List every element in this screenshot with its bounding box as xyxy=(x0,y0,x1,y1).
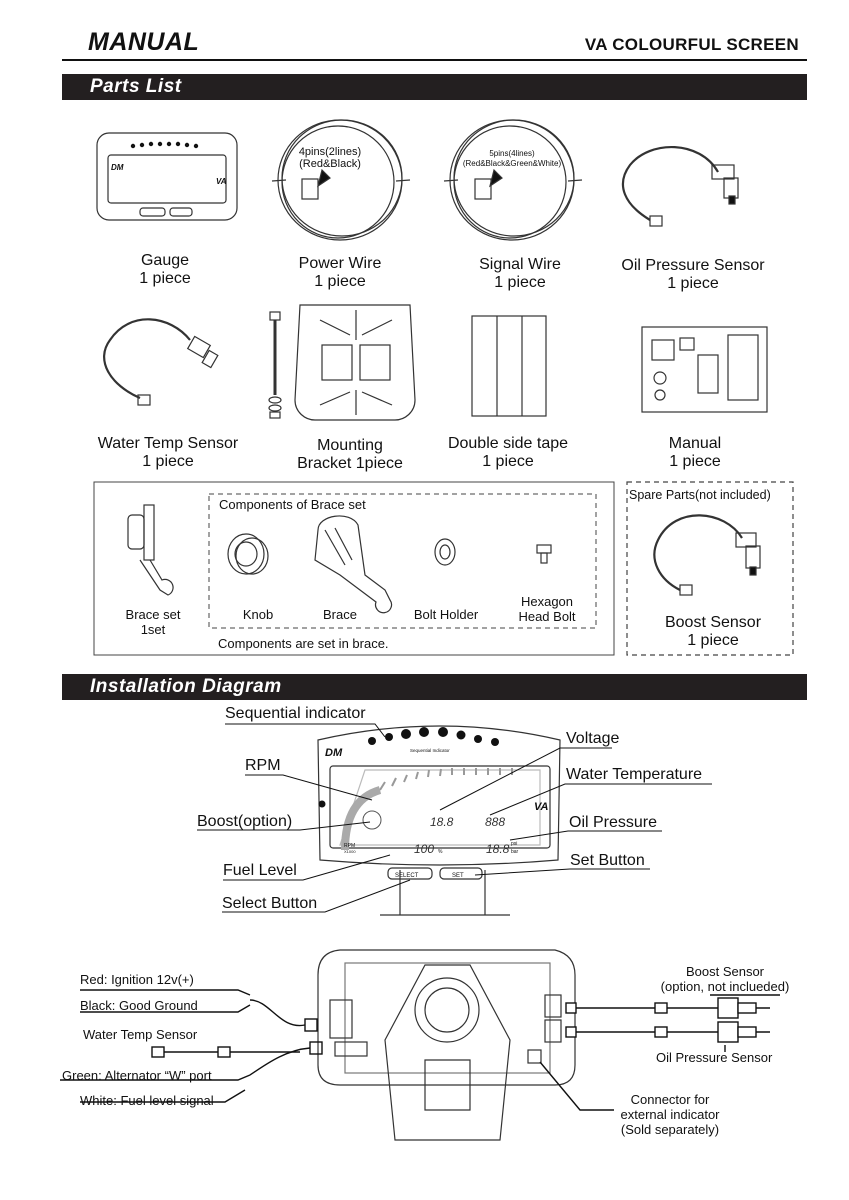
label-oil-pressure: Oil Pressure xyxy=(569,814,658,831)
part-gauge: Gauge 1 piece xyxy=(139,252,191,287)
part-power-wire: Power Wire 1 piece xyxy=(298,255,382,290)
brace-caption: Brace xyxy=(323,607,357,622)
lcd-fuel-value: 100 xyxy=(414,842,435,856)
brace-components-title: Components of Brace set xyxy=(219,497,366,512)
lcd-rpm-scale: X1000 xyxy=(344,849,356,854)
label-voltage: Voltage xyxy=(566,730,620,747)
signal-wire-note: 5pins(4lines) (Red&Black&Green&White) xyxy=(462,149,562,168)
hex-bolt-caption: Hexagon Head Bolt xyxy=(518,594,576,624)
wire-white-label: White: Fuel level signal xyxy=(80,1093,214,1108)
install-diagram-heading: Installation Diagram xyxy=(90,676,282,697)
label-water-temperature: Water Temperature xyxy=(566,766,703,783)
lcd-oil-value: 18.8 xyxy=(486,842,510,856)
brace-footer-note: Components are set in brace. xyxy=(218,636,389,651)
diagram-select-text: SELECT xyxy=(395,873,419,879)
label-set-button: Set Button xyxy=(570,852,645,869)
part-oil-pressure-sensor: Oil Pressure Sensor 1 piece xyxy=(621,257,765,292)
product-name: VA COLOURFUL SCREEN xyxy=(584,35,799,54)
manual-title: MANUAL xyxy=(88,28,200,56)
wire-red-label: Red: Ignition 12v(+) xyxy=(80,972,194,987)
label-select-button: Select Button xyxy=(222,895,318,912)
lcd-fuel-unit: % xyxy=(438,849,443,855)
lcd-rpm-label: RPM xyxy=(344,843,356,849)
power-wire-note: 4pins(2lines) (Red&Black) xyxy=(298,146,362,170)
part-manual: Manual 1 piece xyxy=(668,435,722,470)
diagram-indicator-text: Sequential Indicator xyxy=(410,748,450,753)
part-water-temp-sensor: Water Temp Sensor 1 piece xyxy=(97,435,239,470)
bolt-holder-caption: Bolt Holder xyxy=(413,607,479,622)
lcd-unit-psi: psi xyxy=(511,841,518,847)
diagram-set-text: SET xyxy=(452,873,464,879)
gauge-brand-text: DM xyxy=(111,163,124,172)
part-double-side-tape: Double side tape 1 piece xyxy=(447,435,569,470)
lcd-water-value: 888 xyxy=(485,815,506,829)
wire-boost-label: Boost Sensor (option, not inclueded) xyxy=(660,964,790,994)
parts-list-heading: Parts List xyxy=(90,76,182,97)
diagram-model-text: VA xyxy=(534,801,549,813)
external-indicator-label: Connector for external indicator (Sold separately) xyxy=(620,1092,720,1137)
diagram-brand-text: DM xyxy=(325,747,343,759)
label-fuel-level: Fuel Level xyxy=(223,862,297,879)
lcd-unit-bar: bar xyxy=(511,849,519,855)
wire-water-temp-label: Water Temp Sensor xyxy=(83,1027,198,1042)
wire-oil-label: Oil Pressure Sensor xyxy=(656,1050,773,1065)
gauge-model-text: VA xyxy=(216,177,227,186)
label-sequential-indicator: Sequential indicator xyxy=(225,705,366,722)
knob-caption: Knob xyxy=(242,607,274,622)
wire-black-label: Black: Good Ground xyxy=(80,998,198,1013)
part-signal-wire: Signal Wire 1 piece xyxy=(479,256,561,291)
brace-set-caption: Brace set 1set xyxy=(125,607,181,637)
label-rpm: RPM xyxy=(245,757,281,774)
spare-parts-title: Spare Parts(not included) xyxy=(629,488,771,502)
part-boost-sensor: Boost Sensor 1 piece xyxy=(664,614,762,649)
part-mounting-bracket: Mounting Bracket 1piece xyxy=(297,437,403,472)
wire-green-label: Green: Alternator “W” port xyxy=(62,1068,212,1083)
label-boost: Boost(option) xyxy=(197,813,293,830)
lcd-voltage-value: 18.8 xyxy=(430,815,454,829)
